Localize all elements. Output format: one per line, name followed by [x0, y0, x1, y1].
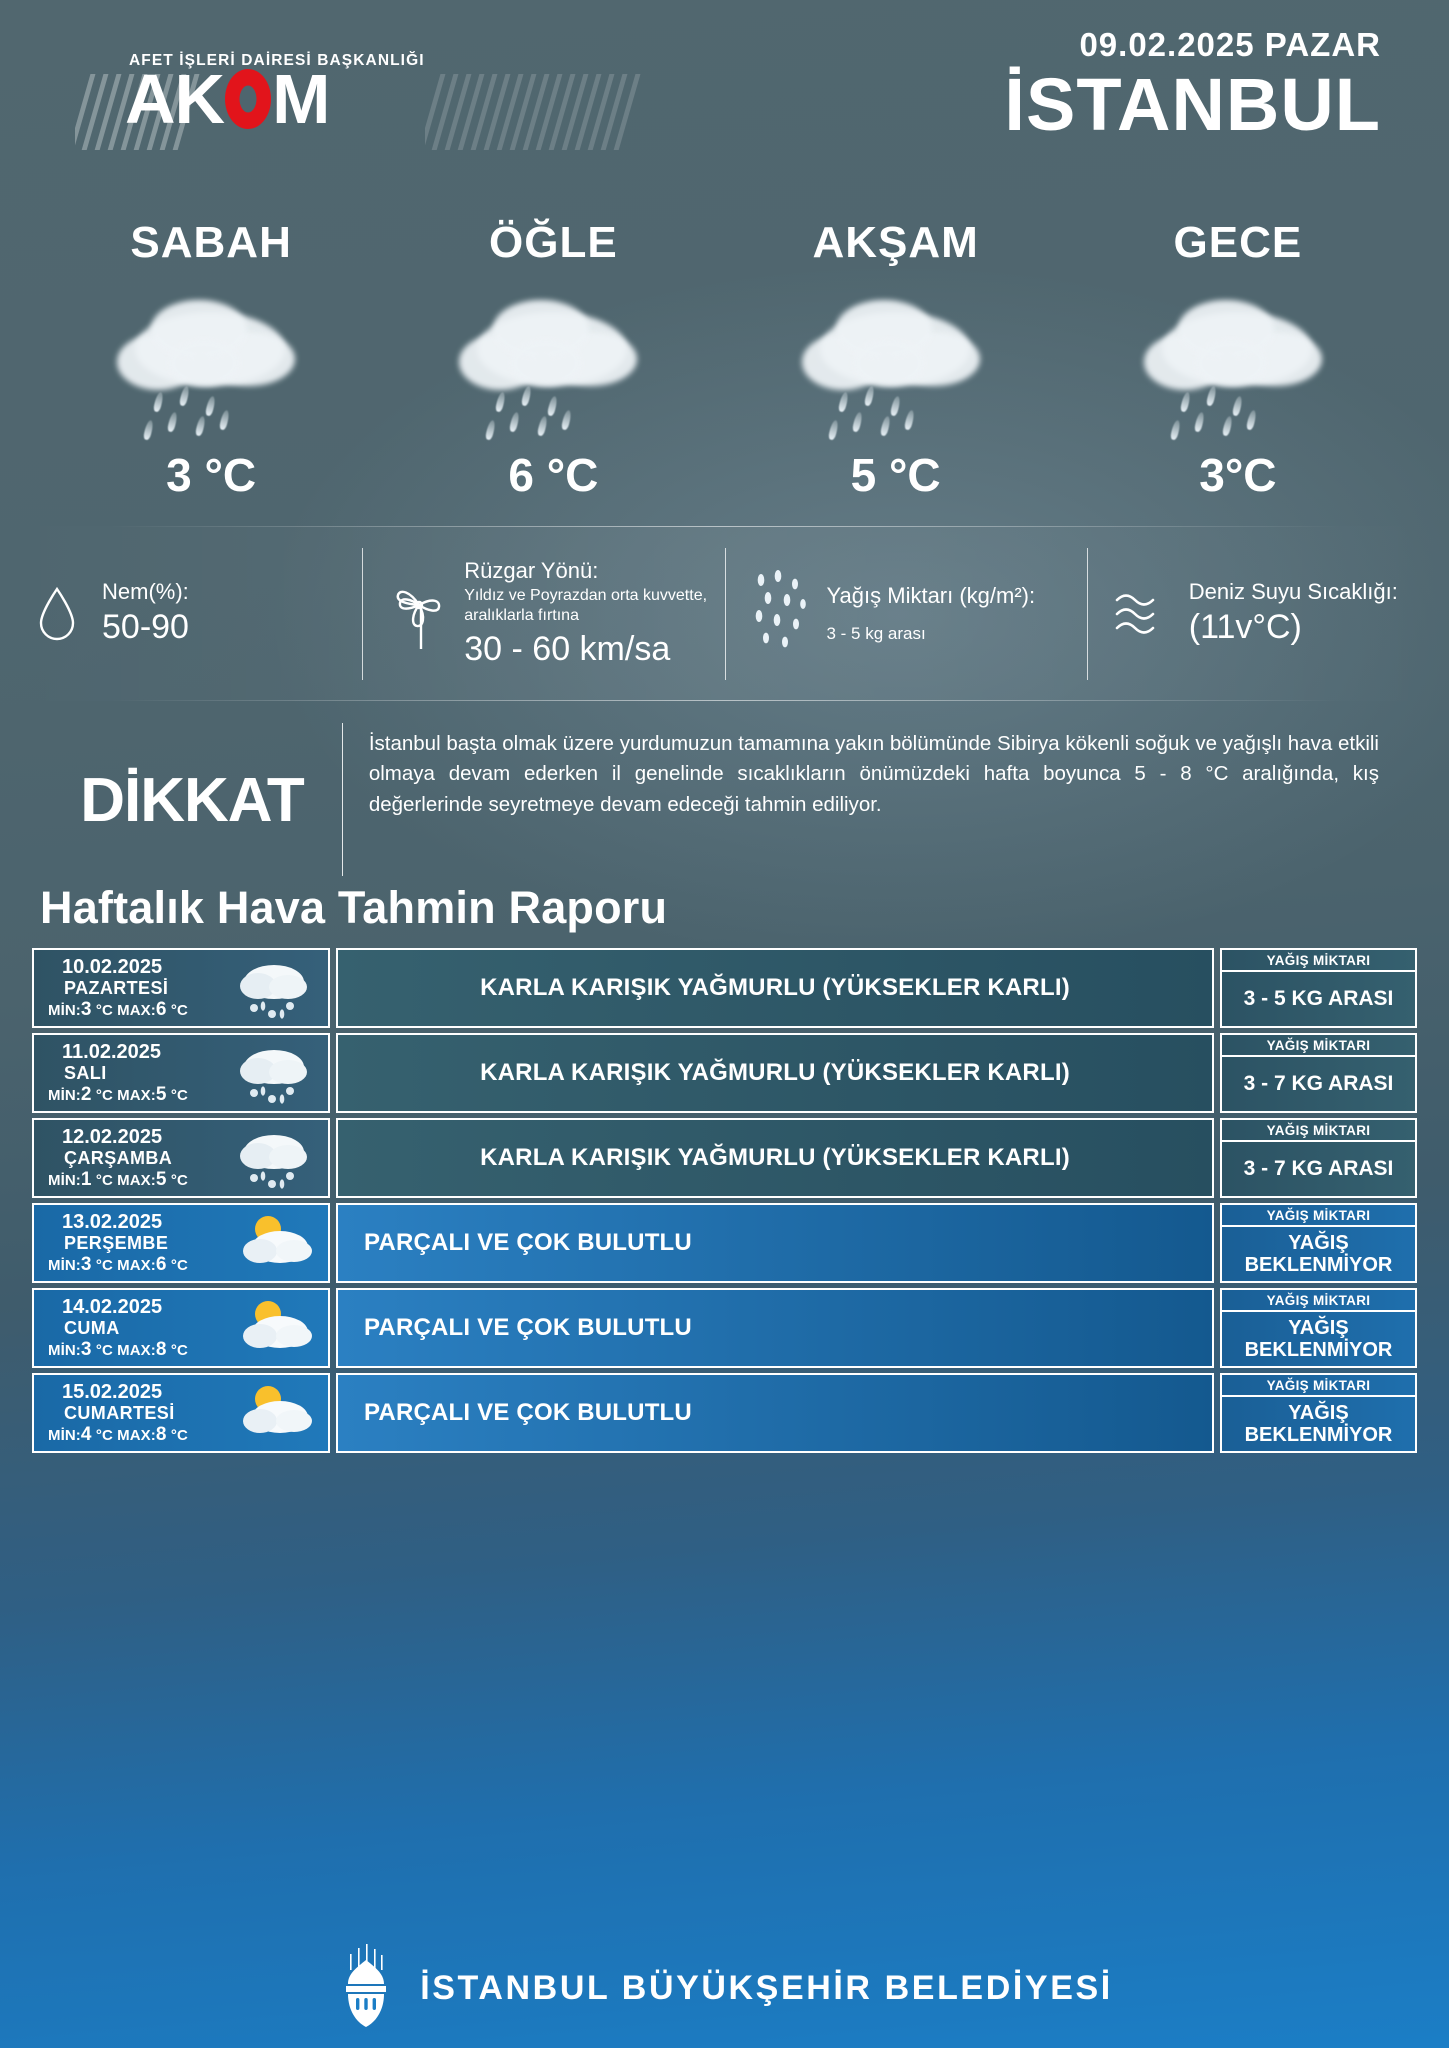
forecast-date: 13.02.2025	[62, 1211, 163, 1234]
forecast-day-cell	[32, 948, 330, 1028]
forecast-date: 11.02.2025	[62, 1041, 161, 1064]
amount-header: YAĞIŞ MİKTARI	[1220, 1203, 1417, 1227]
forecast-minmax: MİN:2 °C MAX:5 °C	[48, 1083, 188, 1105]
akom-logo	[95, 52, 425, 138]
table-row	[32, 1118, 1417, 1198]
city-name: İSTANBUL	[1004, 63, 1381, 146]
table-row	[32, 1033, 1417, 1113]
daypart-label: AKŞAM	[812, 218, 979, 267]
daypart-temp: 6 °C	[508, 449, 599, 501]
forecast-weekday: CUMA	[64, 1318, 120, 1339]
istanbul-mosque-tulip-icon	[336, 1944, 396, 2033]
metric-label: Deniz Suyu Sıcaklığı:	[1188, 579, 1398, 605]
org-subtitle: AFET İŞLERİ DAİRESİ BAŞKANLIĞI	[129, 52, 425, 69]
table-row	[32, 1288, 1417, 1368]
amount-value: 3 - 5 KG ARASI	[1220, 972, 1417, 1028]
metrics-strip	[0, 526, 1449, 701]
warning-section	[0, 701, 1449, 876]
forecast-description: KARLA KARIŞIK YAĞMURLU (YÜKSEKLER KARLI)	[336, 1118, 1214, 1198]
forecast-amount-cell	[1220, 948, 1417, 1028]
table-row	[32, 1203, 1417, 1283]
metric-label: Rüzgar Yönü:	[464, 557, 599, 583]
warning-text: İstanbul başta olmak üzere yurdumuzun tamamına yakın bölümünde Sibirya kökenli soğuk ve yağışlı hava etkili olmaya devam ederken il genelinde sıcaklıkların önümüzdeki hafta boyunca 5 - 8 °C aralığında, kış değerlerinde seyretmeye devam edeceği tahmin ediliyor.	[368, 732, 1379, 816]
forecast-date: 14.02.2025	[62, 1296, 163, 1319]
weekly-title: Haftalık Hava Tahmin Raporu	[40, 882, 668, 933]
water-drop-icon	[26, 585, 88, 643]
sea-waves-icon	[1113, 586, 1175, 642]
warning-divider	[342, 723, 343, 876]
footer	[0, 1928, 1449, 2048]
forecast-minmax: MİN:3 °C MAX:8 °C	[48, 1338, 188, 1360]
forecast-date: 10.02.2025	[62, 956, 163, 979]
amount-header: YAĞIŞ MİKTARI	[1220, 1118, 1417, 1142]
metric-wind	[362, 544, 724, 684]
sleet-cloud-icon	[228, 1039, 320, 1111]
sun-cloud-icon	[228, 1379, 320, 1451]
forecast-amount-cell	[1220, 1118, 1417, 1198]
daypart-label: GECE	[1173, 218, 1303, 267]
metric-value: 30 - 60 km/sa	[464, 630, 671, 669]
table-row	[32, 1373, 1417, 1453]
sun-cloud-icon	[228, 1294, 320, 1366]
report-date: 09.02.2025 PAZAR	[1079, 26, 1381, 63]
daypart-temp: 5 °C	[850, 449, 941, 501]
metric-sea-temp	[1087, 544, 1449, 684]
sun-cloud-icon	[228, 1209, 320, 1281]
amount-header: YAĞIŞ MİKTARI	[1220, 948, 1417, 972]
metric-sub: Yıldız ve Poyrazdan orta kuvvette, aralıklarla fırtına	[464, 586, 708, 625]
warning-title: DİKKAT	[80, 766, 304, 835]
hatch-lines-right	[425, 74, 725, 150]
daypart-aksam	[725, 218, 1067, 520]
metric-value: 3 - 5 kg arası	[826, 624, 926, 644]
forecast-description: KARLA KARIŞIK YAĞMURLU (YÜKSEKLER KARLI)	[336, 948, 1214, 1028]
rain-cloud-icon	[1138, 290, 1338, 410]
metric-label: Nem(%):	[102, 579, 189, 605]
daypart-sabah	[40, 218, 382, 520]
sleet-cloud-icon	[228, 954, 320, 1026]
forecast-day-cell	[32, 1118, 330, 1198]
forecast-description: KARLA KARIŞIK YAĞMURLU (YÜKSEKLER KARLI)	[336, 1033, 1214, 1113]
amount-header: YAĞIŞ MİKTARI	[1220, 1288, 1417, 1312]
metric-precipitation	[725, 544, 1087, 684]
dayparts-section	[0, 190, 1449, 520]
forecast-day-cell	[32, 1288, 330, 1368]
sleet-cloud-icon	[228, 1124, 320, 1196]
forecast-description: PARÇALI VE ÇOK BULUTLU	[336, 1373, 1214, 1453]
metric-value: (11v°C)	[1188, 608, 1302, 647]
rain-cloud-icon	[453, 290, 653, 410]
forecast-amount-cell	[1220, 1203, 1417, 1283]
forecast-day-cell	[32, 1373, 330, 1453]
amount-value: YAĞIŞ BEKLENMİYOR	[1220, 1397, 1417, 1453]
forecast-minmax: MİN:3 °C MAX:6 °C	[48, 1253, 188, 1275]
forecast-amount-cell	[1220, 1288, 1417, 1368]
forecast-description: PARÇALI VE ÇOK BULUTLU	[336, 1288, 1214, 1368]
amount-value: 3 - 7 KG ARASI	[1220, 1142, 1417, 1198]
forecast-date: 15.02.2025	[62, 1381, 163, 1404]
forecast-minmax: MİN:4 °C MAX:8 °C	[48, 1423, 188, 1445]
footer-text: İSTANBUL BÜYÜKŞEHİR BELEDİYESİ	[420, 1968, 1113, 2007]
forecast-day-cell	[32, 1033, 330, 1113]
forecast-weekday: PAZARTESİ	[64, 978, 169, 999]
header-right	[1004, 26, 1381, 144]
table-row	[32, 948, 1417, 1028]
forecast-amount-cell	[1220, 1373, 1417, 1453]
akom-text-ak: AK	[125, 60, 225, 138]
forecast-weekday: SALI	[64, 1063, 107, 1084]
amount-value: 3 - 7 KG ARASI	[1220, 1057, 1417, 1113]
forecast-minmax: MİN:3 °C MAX:6 °C	[48, 998, 188, 1020]
rain-cloud-icon	[796, 290, 996, 410]
daypart-label: SABAH	[130, 218, 292, 267]
amount-value: YAĞIŞ BEKLENMİYOR	[1220, 1227, 1417, 1283]
rain-cloud-icon	[111, 290, 311, 410]
forecast-date: 12.02.2025	[62, 1126, 163, 1149]
forecast-weekday: PERŞEMBE	[64, 1233, 169, 1254]
daypart-ogle	[382, 218, 724, 520]
forecast-minmax: MİN:1 °C MAX:5 °C	[48, 1168, 188, 1190]
pinwheel-wind-icon	[388, 575, 450, 653]
daypart-temp: 3 °C	[166, 449, 257, 501]
metric-value: 50-90	[102, 608, 189, 647]
weekly-forecast-table	[0, 948, 1449, 1453]
daypart-label: ÖĞLE	[489, 218, 618, 267]
metric-label: Yağış Miktarı (kg/m²):	[826, 582, 1036, 608]
amount-header: YAĞIŞ MİKTARI	[1220, 1373, 1417, 1397]
rain-drops-icon	[751, 570, 813, 658]
forecast-weekday: ÇARŞAMBA	[64, 1148, 173, 1169]
forecast-description: PARÇALI VE ÇOK BULUTLU	[336, 1203, 1214, 1283]
amount-value: YAĞIŞ BEKLENMİYOR	[1220, 1312, 1417, 1368]
akom-text-m: M	[272, 60, 330, 138]
metric-humidity	[0, 544, 362, 684]
header	[0, 0, 1449, 190]
amount-header: YAĞIŞ MİKTARI	[1220, 1033, 1417, 1057]
daypart-gece	[1067, 218, 1409, 520]
forecast-weekday: CUMARTESİ	[64, 1403, 175, 1424]
akom-red-o-icon	[225, 69, 271, 129]
daypart-temp: 3°C	[1199, 449, 1277, 501]
forecast-day-cell	[32, 1203, 330, 1283]
forecast-amount-cell	[1220, 1033, 1417, 1113]
